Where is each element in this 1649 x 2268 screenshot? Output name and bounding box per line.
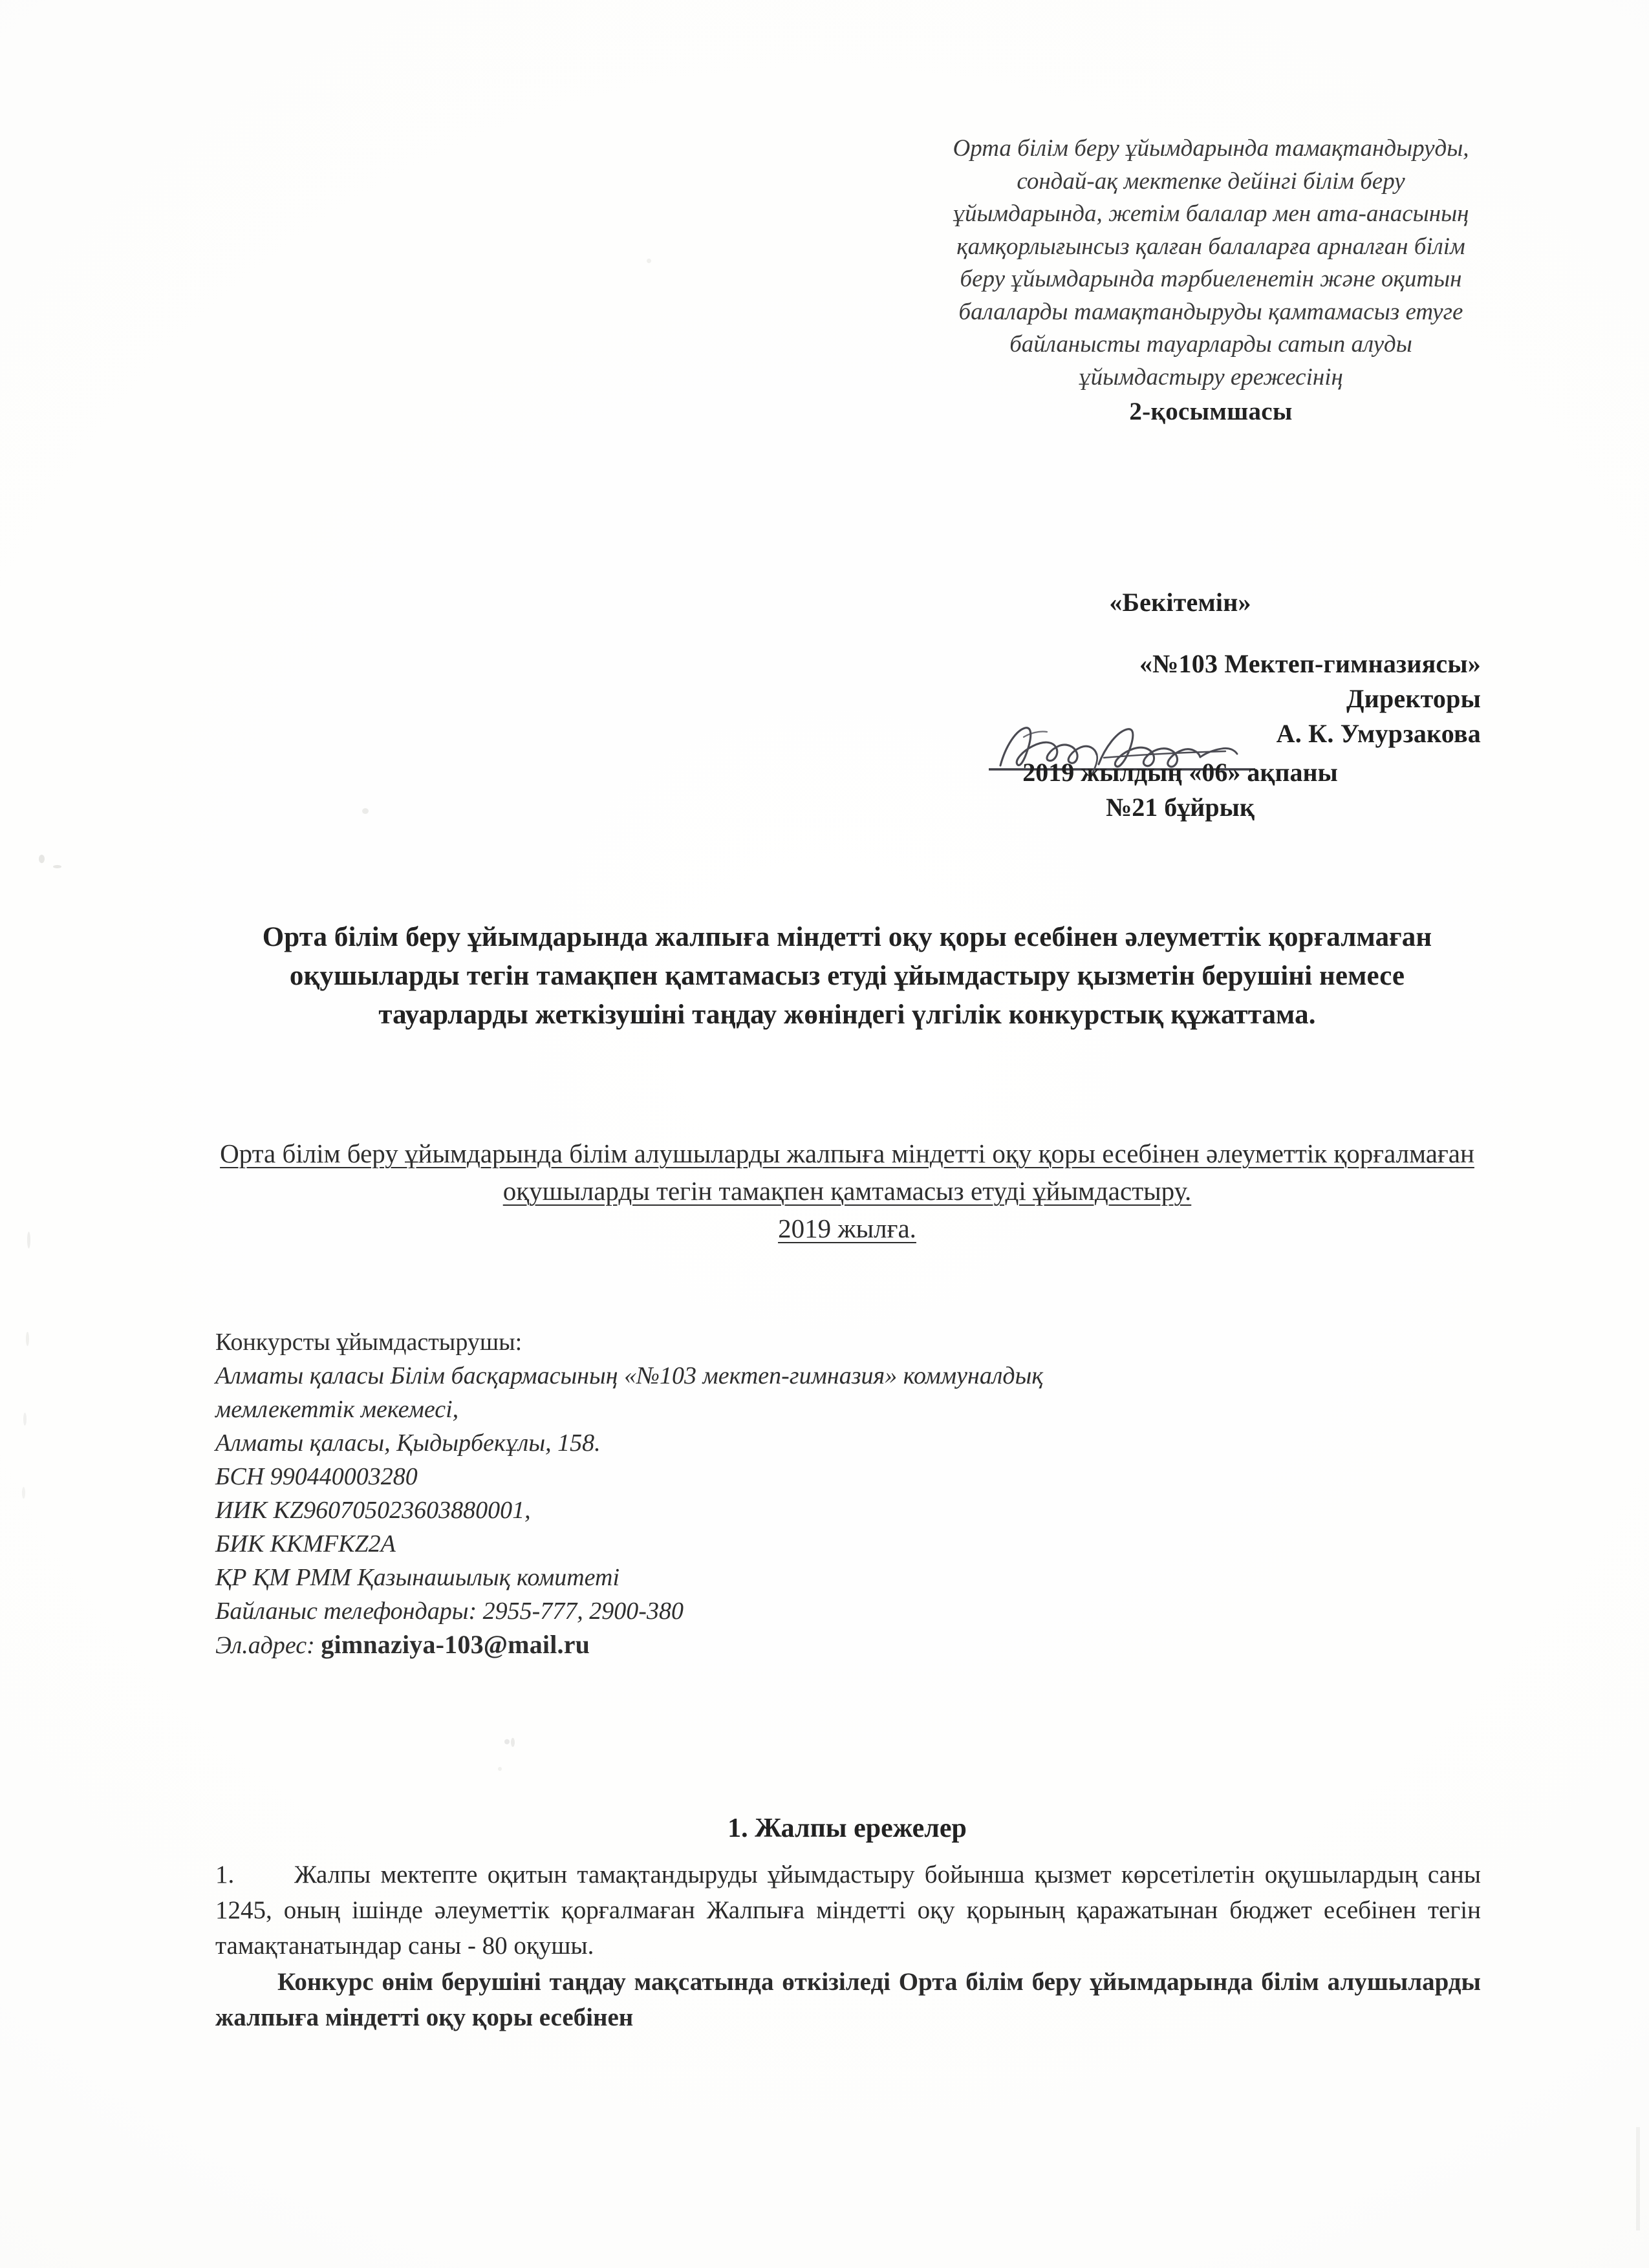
scan-speck <box>23 1413 27 1426</box>
paragraph-1-text: Жалпы мектепте оқитын тамақтандыруды ұйымдастыру бойынша қызмет көрсетілетін оқушылардың саны 1245, оның ішінде әлеуметтік қорғалмаған Жалпыға міндетті оқу қорының қаражатынан бюджет есебінен тегін тамақтанатындар саны - 80 оқушы. <box>215 1861 1481 1960</box>
page-title: Орта білім беру ұйымдарында жалпыға міндетті оқу қоры есебінен әлеуметтік қорғалмаған оқушыларды тегін тамақпен қамтамасыз етуді ұйымдастыру қызметін берушіні немесе тауарларды жеткізушіні таңдау жөніндегі үлгілік конкурстық құжаттама. <box>262 922 1432 1030</box>
approval-word: «Бекітемін» <box>1109 588 1251 617</box>
subtitle-year: 2019 жылға. <box>778 1214 916 1243</box>
approval-director-name: А. К. Умурзакова <box>1276 719 1481 748</box>
scan-speck <box>504 1739 510 1744</box>
email-address[interactable]: gimnaziya-103@mail.ru <box>321 1630 590 1659</box>
scan-speck <box>26 1332 29 1346</box>
scan-speck <box>498 1767 502 1771</box>
organizer-details <box>215 1325 1315 1662</box>
subtitle-block <box>213 1135 1481 1247</box>
paragraph-item-1 <box>215 1857 1481 1963</box>
scan-speck <box>511 1738 515 1747</box>
organizer-treasury: ҚР ҚМ РММ Қазынашылық комитеті <box>215 1564 620 1591</box>
order-number: №21 бұйрық <box>1106 793 1255 822</box>
organizer-bsn: БСН 990440003280 <box>215 1463 418 1490</box>
organizer-label: Конкурсты ұйымдастырушы: <box>215 1329 523 1356</box>
subtitle-text: Орта білім беру ұйымдарында білім алушыларды жалпыға міндетті оқу қоры есебінен әлеуметтік қорғалмаған оқушыларды тегін тамақпен қамтамасыз етуді ұйымдастыру. <box>220 1139 1474 1206</box>
email-label: Эл.адрес: <box>215 1632 315 1659</box>
approval-organization-block <box>879 647 1481 751</box>
organizer-phones: Байланыс телефондары: 2955-777, 2900-380 <box>215 1598 684 1625</box>
approval-organization-name: «№103 Мектеп-гимназиясы» <box>1139 649 1481 678</box>
section-heading: 1. Жалпы ережелер <box>727 1813 967 1843</box>
approval-position: Директоры <box>1346 684 1481 713</box>
scan-speck <box>1636 2127 1640 2231</box>
scan-speck <box>647 259 651 263</box>
organizer-email-row <box>215 1628 1315 1662</box>
organizer-address: Алматы қаласы, Қыдырбекұлы, 158. <box>215 1429 601 1457</box>
organizer-iik: ИИК KZ960705023603880001, <box>215 1497 531 1524</box>
annex-number: 2-қосымшасы <box>1129 398 1293 425</box>
body-content <box>215 1857 1481 2035</box>
order-date: 2019 жылдың «06» ақпаны <box>1022 758 1338 787</box>
organizer-legal-name-line1: Алматы қаласы Білім басқармасының «№103 мектеп-гимназия» коммуналдық <box>215 1362 1044 1389</box>
scan-speck <box>362 808 369 814</box>
scan-speck <box>53 865 61 868</box>
approval-date-block <box>879 755 1481 825</box>
scan-speck <box>39 855 45 863</box>
annex-header-block <box>941 133 1481 430</box>
organizer-bik: БИК KKMFKZ2A <box>215 1530 396 1557</box>
scan-speck <box>27 1232 30 1248</box>
scan-speck <box>22 1487 25 1499</box>
annex-reference-text: Орта білім беру ұйымдарында тамақтандыруды, сондай-ақ мектепке дейінгі білім беру ұйымдарында, жетім балалар мен ата-анасының қамқорлығынсыз қалған балаларға арналған білім беру ұйымдарында тәрбиеленетін және оқитын балаларды тамақтандыруды қамтамасыз етуге байланысты тауарларды сатып алуды ұйымдастыру ережесінің <box>953 135 1469 390</box>
organizer-legal-name-line2: мемлекеттік мекемесі, <box>215 1396 459 1423</box>
paragraph-2: Конкурс өнім берушіні таңдау мақсатында өткізіледі Орта білім беру ұйымдарында білім алушыларды жалпыға міндетті оқу қоры есебінен <box>215 1968 1481 2031</box>
list-number: 1. <box>215 1861 235 1888</box>
